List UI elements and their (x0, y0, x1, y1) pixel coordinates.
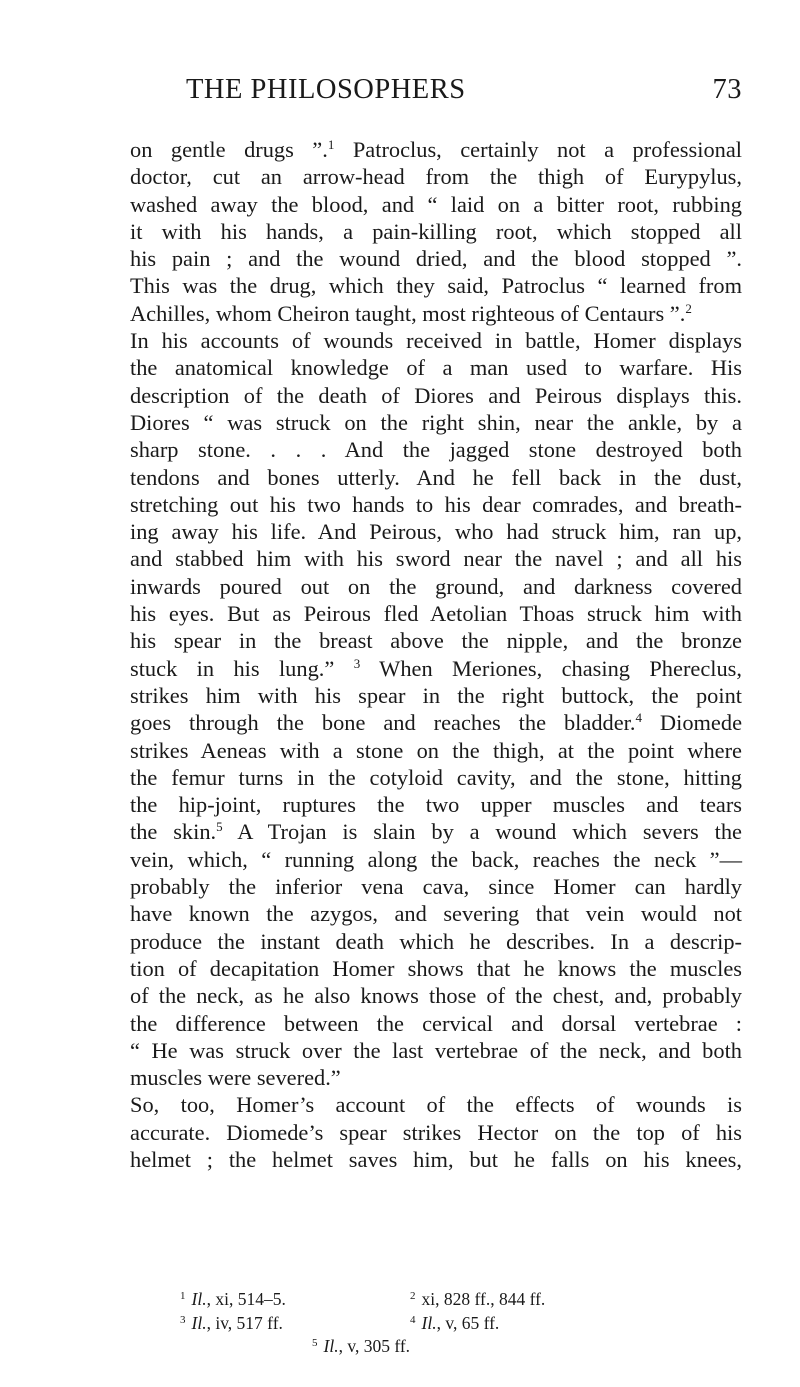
text-line: probably the inferior vena cava, since Homer can hardly (130, 874, 742, 900)
footnote: $^2$ xi, 828 ff., 844 ff. (410, 1289, 546, 1309)
text-line: his spear in the breast above the nipple, and the bronze (130, 628, 742, 654)
page-number: 73 (712, 74, 742, 105)
text-line: have known the azygos, and severing that vein would not (130, 901, 742, 927)
text-line: on gentle drugs ”.$^1$ Patroclus, certainly not a professional (130, 137, 742, 162)
text-line: washed away the blood, and “ laid on a bitter root, rubbing (130, 191, 742, 217)
footnote: $^4$ Il., v, 65 ff. (410, 1312, 500, 1333)
text-line: produce the instant death which he describes. In a descrip- (130, 928, 742, 954)
text-line: it with his hands, a pain-killing root, which stopped all (130, 218, 742, 244)
text-line: the femur turns in the cotyloid cavity, and the stone, hitting (130, 764, 742, 790)
footnote-ref: 2 (685, 300, 692, 316)
text-line: inwards poured out on the ground, and darkness covered (130, 573, 742, 599)
text-line: strikes Aeneas with a stone on the thigh, at the point where (130, 737, 742, 763)
text-line: and stabbed him with his sword near the navel ; and all his (130, 546, 742, 572)
text-line: the anatomical knowledge of a man used to warfare. His (130, 355, 742, 381)
text-line: muscles were severed.” (130, 1065, 341, 1091)
text-line: description of the death of Diores and Peirous displays this. (130, 382, 742, 408)
body-text (130, 136, 742, 1173)
running-head (186, 74, 742, 114)
text-line: ing away his life. And Peirous, who had struck him, ran up, (130, 519, 742, 545)
text-line: tion of decapitation Homer shows that he knows the muscles (130, 955, 742, 981)
footnote-ref: 5 (216, 819, 223, 835)
text-line: “ He was struck over the last vertebrae of the neck, and both (130, 1037, 742, 1063)
text-line: This was the drug, which they said, Patroclus “ learned from (130, 273, 742, 299)
footnote-row (180, 1335, 720, 1359)
footnote: $^5$ Il., v, 305 ff. (312, 1336, 411, 1356)
text-line: stretching out his two hands to his dear comrades, and breath- (130, 491, 742, 517)
footnote-row (180, 1312, 720, 1336)
text-line: Achilles, whom Cheiron taught, most righteous of Centaurs ”.$^2$ (130, 300, 692, 326)
text-line: strikes him with his spear in the right buttock, the point (130, 682, 742, 708)
footnotes (180, 1288, 720, 1359)
footnote: $^3$ Il., iv, 517 ff. (180, 1312, 283, 1333)
text-line: helmet ; the helmet saves him, but he falls on his knees, (130, 1146, 742, 1172)
text-line: In his accounts of wounds received in battle, Homer displays (130, 328, 742, 354)
text-line: his pain ; and the wound dried, and the blood stopped ”. (130, 246, 742, 272)
text-line: tendons and bones utterly. And he fell back in the dust, (130, 464, 742, 490)
text-line: goes through the bone and reaches the bladder.$^4$ Diomede (130, 710, 743, 736)
text-line: the difference between the cervical and dorsal vertebrae : (130, 1010, 742, 1036)
footnote-ref: 4 (635, 710, 642, 726)
running-head-title: THE PHILOSOPHERS (186, 74, 466, 105)
footnote: $^1$ Il., xi, 514–5. (180, 1289, 286, 1309)
footnote-ref: 3 (353, 655, 361, 671)
text-line: Diores “ was struck on the right shin, near the ankle, by a (130, 409, 742, 435)
text-line: accurate. Diomede’s spear strikes Hector on the top of his (130, 1119, 742, 1145)
text-line: stuck in his lung.” $^3$ When Meriones, chasing Phereclus, (130, 655, 742, 681)
footnote-row (180, 1288, 720, 1312)
text-line: the skin.$^5$ A Trojan is slain by a wound which severs the (130, 819, 742, 845)
footnote-ref: 1 (327, 137, 335, 152)
text-line: of the neck, as he also knows those of the chest, and, probably (130, 983, 742, 1009)
text-line: sharp stone. . . . And the jagged stone destroyed both (130, 437, 742, 463)
text-line: vein, which, “ running along the back, reaches the neck ”— (130, 846, 742, 872)
text-line: doctor, cut an arrow-head from the thigh of Eurypylus, (130, 164, 742, 190)
text-line: his eyes. But as Peirous fled Aetolian Thoas struck him with (130, 601, 742, 627)
text-line: So, too, Homer’s account of the effects of wounds is (130, 1092, 742, 1118)
text-line: the hip-joint, ruptures the two upper muscles and tears (130, 792, 742, 818)
